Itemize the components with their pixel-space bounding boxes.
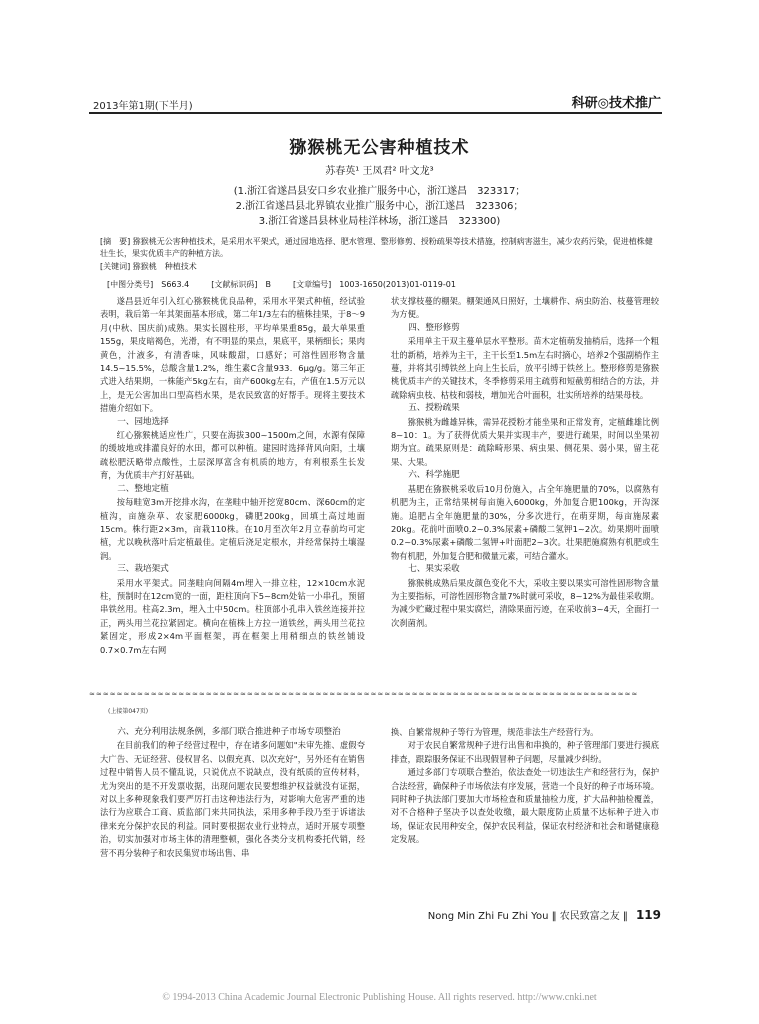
- body-paragraph: 基肥在猕猴桃采收后10月份施入，占全年施肥量的70%，以腐熟有机肥为主，正常结果树每亩施入6000kg，外加复合肥100kg，开沟深施。追肥占全年施肥量的30%，分多次进行，在萌芽期，每亩施尿素20kg。花前叶面喷0.2~0.3%尿素+磷酸二氢钾1~2次。幼果期叶面喷0.2~0.3%尿素+磷酸二氢钾+叶面肥2~3次。壮果肥施腐熟有机肥或生物有机肥，外加复合肥和微量元素，可结合灌水。: [391, 483, 659, 561]
- body-paragraph: 换、自繁常规种子等行为管理，规范非法生产经营行为。: [391, 727, 599, 737]
- abstract: [100, 236, 660, 260]
- body-paragraph: 猕猴桃成熟后果皮颜色变化不大，采收主要以果实可溶性固形物含量为主要指标，可溶性固形物含量7%时就可采收，8~12%为最佳采收期。为减少贮藏过程中果实腐烂，清除果面污迹，在采收前3~4天，全面打一次刹菌剂。: [391, 577, 659, 628]
- page-footer: [428, 907, 661, 922]
- continued-right-column: [391, 726, 659, 866]
- body-paragraph: 遂昌县近年引入红心猕猴桃优良品种，采用水平架式种植，经试验表明，栽后第一年其架面基本形成，第二年1/3左右的植株挂果，于8～9月(中秋、国庆前)成熟。果实长圆柱形，平均单果重85g，最大单果重155g，果皮暗褐色，光滑，有不明显的果点，果底平，果柄细长；果肉黄色，汁液多，有清香味，风味酸甜，口感好；可溶性固形物含量14.5~15.5%，总酸含量1.2%，维生素C含量933．6μg/g。第三年正式进入结果期，一株能产5kg左右，亩产600kg左右，产值在1.5万元以上，是无公害加出口型高档水果，是农民致富的好帮手。现将主要技术措施介绍如下。: [100, 296, 365, 414]
- affiliation-line: 2.浙江省遂昌县北界镇农业推广服务中心，浙江遂昌 323306；: [235, 201, 524, 212]
- body-paragraph: 猕猴桃为雌雄异株，需异花授粉才能坐果和正常发育，定植雌雄比例8~10：1。为了获得优质大果并实现丰产，要进行疏果，时间以坐果初期为宜。疏果原则是：疏除畸形果、病虫果、侧花果、弱小果，留主花果、大果。: [391, 416, 659, 467]
- header-divider: [89, 112, 662, 114]
- body-paragraph: 采用单主干双主蔓单层水平整形。苗木定植萌发抽梢后，选择一个粗壮的新梢，培养为主干，主干长至1.5m左右时摘心，培养2个强副梢作主蔓，并将其引缚铁丝上向上生长后，放平引缚于铁丝上。整形修剪是猕猴桃优质丰产的关键技术，冬季修剪采用主疏剪和短截剪相结合的方法，并疏除病虫枝、枯枝和弱枝，增加光合叶面积，壮实所培养的结果母枝。: [391, 336, 659, 400]
- section-separator: ≈≈≈≈≈≈≈≈≈≈≈≈≈≈≈≈≈≈≈≈≈≈≈≈≈≈≈≈≈≈≈≈≈≈≈≈≈≈≈≈≈≈≈≈≈≈≈≈≈≈≈≈≈≈≈≈≈≈≈≈≈≈≈≈≈≈≈≈≈≈≈≈≈≈≈≈≈≈≈≈: [89, 690, 639, 698]
- section-heading: 六、科学施肥: [408, 470, 460, 481]
- abstract-label: [摘 要]: [100, 237, 131, 246]
- body-paragraph: 按每畦宽3m开挖排水沟，在垄畦中轴开挖宽80cm、深60cm的定植沟，亩施杂草、农家肥6000kg，磷肥200kg，回填土高过地面15cm。株行距2×3m，亩栽110株。在10月至次年2月立春前均可定植，尤以晚秋落叶后定植最佳。定植后浇足定根水，并经常保持土壤湿润。: [100, 497, 365, 561]
- classification-row: [107, 279, 456, 290]
- affiliation-line: 3.浙江省遂昌县林业局桂洋林场，浙江遂昌 323300): [258, 216, 501, 227]
- issue-label: 2013年第1期(下半月): [93, 101, 193, 112]
- body-paragraph: 状支撑枝蔓的棚架。棚架通风日照好，土壤耕作、病虫防治、枝蔓管理较为方便。: [391, 296, 659, 320]
- affiliation-line: (1.浙江省遂昌县安口乡农业推广服务中心，浙江遂昌 323317；: [233, 186, 526, 197]
- copyright-notice: © 1994-2013 China Academic Journal Electronic Publishing House. All rights reserved. http://www.cnki.net: [162, 992, 597, 1003]
- body-right-column: [391, 295, 659, 635]
- body-left-column: [100, 295, 365, 655]
- body-paragraph: 在目前我们的种子经营过程中，存在诸多问题如"未审先推、虚假夸大广告、无证经营、侵权冒名、以假充真、以次充好"，另外还有在销售过程中销售人员不懂乱说，只说优点不说缺点，没有纸质的宣传材料，尤为突出的是不开发票收据，出现问题农民要想维护权益就没有证据，对以上多种现象我们要严厉打击这种违法行为，对影响大危害严重的违法行为应联合工商、质监部门来共同执法，采用多种手段乃至于诉诸法律来充分保护农民的利益。同时要根据农业行业特点，适时开展专项整治，切实加强对市场主体的清理整顿，强化各类分支机构委托代销，经营不再分装种子和农民集贸市场出售、串: [100, 740, 365, 858]
- abstract-text: 猕猴桃无公害种植技术，是采用水平架式，通过园地选择、肥水管理、整形修剪、授粉疏果等技术措施，控制病害滋生，减少农药污染，促进植株健壮生长，果实优质丰产的种植方法。: [100, 237, 653, 258]
- keywords-text: 猕猴桃 种植技术: [132, 262, 197, 271]
- affiliations: [0, 184, 759, 229]
- clc-number: [中图分类号] S663.4: [107, 280, 190, 289]
- section-heading: 四、整形修剪: [408, 322, 460, 333]
- body-paragraph: 采用水平架式。同垄畦向间隔4m埋入一排立柱，12×10cm水泥柱，预制时在12cm宽的一面，距柱顶向下5~8cm处钻一小串孔，预留串铁丝用。柱高2.3m，埋入土中50cm。柱顶部小孔串入铁丝连接并拉正，两头用兰花拉紧固定。横向在植株上方拉一道铁丝，两头用兰花拉紧固定，形成2×4m平面框架，再在框架上用稍细点的铁丝铺设0.7×0.7m左右网: [100, 577, 365, 655]
- article-title: 猕猴桃无公害种植技术: [289, 138, 470, 158]
- section-heading: 一、园地选择: [117, 416, 169, 427]
- section-heading: 七、果实采收: [408, 564, 460, 575]
- section-heading: 六、充分利用法规条例，多部门联合推进种子市场专项整治: [117, 727, 341, 737]
- body-paragraph: 红心猕猴桃适应性广，只要在海拔300~1500m之间，水源有保障的缓坡地或排灌良好的水田，都可以种植。建园时选择背风向阳，土壤疏松肥沃略带点酸性，土层深厚富含有机质的地方，有利根系生长发育，为优质丰产打好基础。: [100, 430, 365, 481]
- keywords-label: [关键词]: [100, 262, 131, 271]
- article-number: [文章编号] 1003-1650(2013)01-0119-01: [292, 280, 456, 289]
- continued-left-column: [100, 726, 365, 866]
- section-heading: 三、栽培架式: [117, 564, 169, 575]
- journal-name: Nong Min Zhi Fu Zhi You ‖ 农民致富之友 ‖: [427, 911, 628, 922]
- section-heading: 五、授粉疏果: [408, 403, 460, 414]
- section-label: 科研◎技术推广: [571, 96, 661, 111]
- continued-note: (上接第047页): [108, 708, 149, 715]
- body-paragraph: 对于农民自繁常规种子进行出售和串换的，种子管理部门要进行摸底排查，跟踪服务保证不出现假冒种子问题，尽量减少纠纷。: [391, 740, 659, 764]
- keywords: [100, 261, 660, 272]
- body-paragraph: 通过多部门专项联合整治，依法查处一切违法生产和经营行为，保护合法经营，确保种子市场依法有序发展，营造一个良好的种子市场环境。同时种子执法部门要加大市场检查和质量抽检力度，扩大品种抽检覆盖，对不合格种子坚决予以查处收缴，最大限度防止质量不达标种子进入市场，保证农民用种安全，保护农民利益，保证农村经济和社会和谐健康稳定发展。: [391, 767, 659, 845]
- article-authors: 苏春英¹ 王凤君² 叶文龙³: [325, 166, 434, 177]
- page-number: 119: [635, 908, 661, 922]
- document-code: [文献标识码] B: [211, 280, 271, 289]
- section-heading: 二、整地定植: [117, 483, 169, 494]
